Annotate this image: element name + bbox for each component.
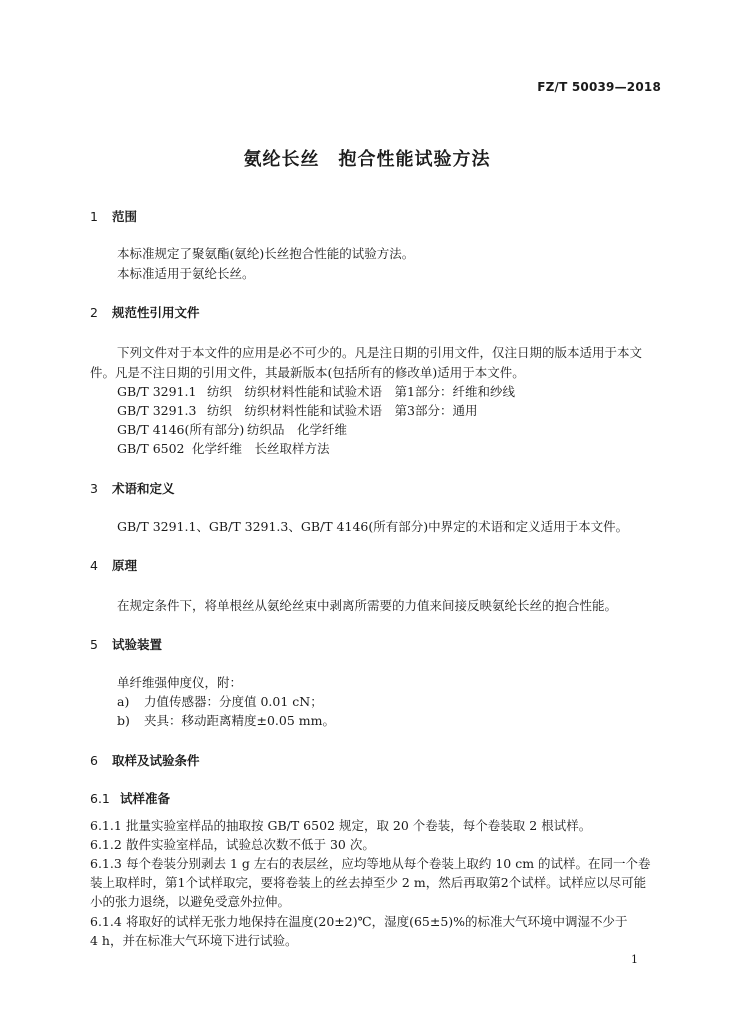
clause-number: 6.1.3 xyxy=(90,856,122,871)
clause-text: 每个卷装分别剥去 1 g 左右的表层丝，应均等地从每个卷装上取约 10 cm 的试样。在同一个卷 xyxy=(126,856,651,871)
reference-text: 纺织 纺织材料性能和试验术语 第1部分：纤维和纱线 xyxy=(207,384,515,399)
clause-text: 批量实验室样品的抽取按 GB/T 6502 规定，取 20 个卷装，每个卷装取 2 根试样。 xyxy=(126,818,592,833)
paragraph: 在规定条件下，将单根丝从氨纶丝束中剥离所需要的力值来间接反映氨纶长丝的抱合性能。 xyxy=(117,598,618,613)
list-item xyxy=(117,711,335,729)
clause-text-continued: 小的张力退绕，以避免受意外拉伸。 xyxy=(90,894,291,909)
paragraph: 本标准适用于氨纶长丝。 xyxy=(117,266,255,281)
paragraph: 本标准规定了聚氨酯(氨纶)长丝抱合性能的试验方法。 xyxy=(117,246,415,261)
section-number: 6 xyxy=(90,753,98,768)
clause-6-1-1 xyxy=(90,816,591,834)
reference-code: GB/T 3291.3 xyxy=(117,403,197,418)
paragraph: GB/T 3291.1、GB/T 3291.3、GB/T 4146(所有部分)中界定的术语和定义适用于本文件。 xyxy=(117,519,629,534)
section-title: 规范性引用文件 xyxy=(112,305,200,320)
paragraph: 件。凡是不注日期的引用文件，其最新版本(包括所有的修改单)适用于本文件。 xyxy=(90,365,525,380)
clause-6-1-4 xyxy=(90,912,628,930)
reference-item xyxy=(117,382,515,400)
section-title: 术语和定义 xyxy=(112,481,175,496)
clause-6-1-2 xyxy=(90,835,375,853)
section-number: 5 xyxy=(90,637,98,652)
section-title: 原理 xyxy=(112,558,138,573)
list-item-label: a) xyxy=(117,694,130,709)
clause-6-1-3 xyxy=(90,854,651,872)
paragraph: 单纤维强伸度仪，附： xyxy=(117,675,243,690)
list-item-text: 力值传感器：分度值 0.01 cN； xyxy=(144,694,323,709)
subsection-title: 试样准备 xyxy=(120,791,171,806)
clause-number: 6.1.4 xyxy=(90,914,122,929)
list-item xyxy=(117,692,323,710)
section-6-heading xyxy=(90,751,200,769)
reference-code: GB/T 3291.1 xyxy=(117,384,197,399)
subsection-number: 6.1 xyxy=(90,791,110,806)
reference-text: 纺织品 化学纤维 xyxy=(247,422,348,437)
section-1-heading xyxy=(90,207,137,225)
document-title: 氨纶长丝 抱合性能试验方法 xyxy=(243,149,491,170)
section-4-heading xyxy=(90,556,137,574)
clause-text-continued: 4 h，并在标准大气环境下进行试验。 xyxy=(90,933,298,948)
list-item-label: b) xyxy=(117,713,130,728)
reference-text: 化学纤维 长丝取样方法 xyxy=(192,441,330,456)
reference-item xyxy=(117,420,347,438)
clause-text: 将取好的试样无张力地保持在温度(20±2)℃，湿度(65±5)%的标准大气环境中调湿不少于 xyxy=(126,914,628,929)
section-number: 3 xyxy=(90,481,98,496)
section-2-heading xyxy=(90,303,200,321)
reference-code: GB/T 6502 xyxy=(117,441,185,456)
subsection-6-1-heading xyxy=(90,789,170,807)
reference-item xyxy=(117,401,477,419)
section-3-heading xyxy=(90,479,175,497)
clause-number: 6.1.2 xyxy=(90,837,122,852)
section-title: 取样及试验条件 xyxy=(112,753,200,768)
reference-code: GB/T 4146(所有部分) xyxy=(117,422,245,437)
section-number: 2 xyxy=(90,305,98,320)
section-5-heading xyxy=(90,635,162,653)
reference-text: 纺织 纺织材料性能和试验术语 第3部分：通用 xyxy=(207,403,478,418)
document-id: FZ/T 50039—2018 xyxy=(537,80,661,94)
page-number: 1 xyxy=(631,953,638,966)
list-item-text: 夹具：移动距离精度±0.05 mm。 xyxy=(144,713,335,728)
section-number: 1 xyxy=(90,209,98,224)
section-title: 试验装置 xyxy=(112,637,163,652)
clause-text-continued: 装上取样时，第1个试样取完，要将卷装上的丝去掉至少 2 m，然后再取第2个试样。试样应以尽可能 xyxy=(90,875,647,890)
paragraph: 下列文件对于本文件的应用是必不可少的。凡是注日期的引用文件，仅注日期的版本适用于本文 xyxy=(117,345,643,360)
clause-text: 散件实验室样品，试验总次数不低于 30 次。 xyxy=(126,837,375,852)
clause-number: 6.1.1 xyxy=(90,818,122,833)
section-number: 4 xyxy=(90,558,98,573)
reference-item xyxy=(117,439,330,457)
section-title: 范围 xyxy=(112,209,138,224)
